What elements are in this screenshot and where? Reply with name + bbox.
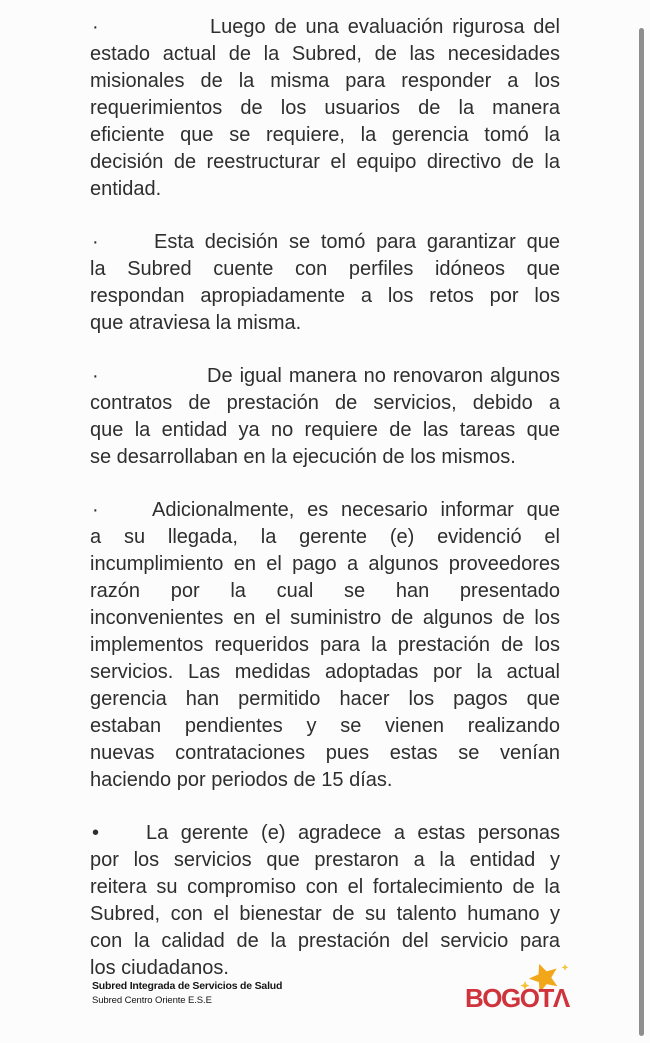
paragraph-line: respondan apropiadamente a los retos por los [90,285,560,307]
paragraph-line-text: Adicionalmente, es necesario informar que [152,499,560,521]
paragraph-line: que la entidad ya no requiere de las tareas que [90,419,560,441]
paragraph-first-line [90,820,560,847]
paragraph-line-text: La gerente (e) agradece a estas personas [146,822,560,844]
bullet-marker: · [92,499,99,521]
paragraph-line: requerimientos de los usuarios de la manera [90,97,560,119]
paragraph-line: misionales de la misma para responder a los [90,70,560,92]
paragraph-line: la Subred cuente con perfiles idóneos que [90,258,560,280]
paragraph-line: inconvenientes en el suministro de algunos de los [90,607,560,629]
paragraph-line: a su llegada, la gerente (e) evidenció el [90,526,560,548]
bullet-marker: · [92,365,99,387]
bogota-logo-text [465,985,569,1011]
paragraph-line: haciendo por periodos de 15 días. [90,769,393,791]
paragraph-line: estado actual de la Subred, de las necesidades [90,43,560,65]
paragraph-line: con la calidad de la prestación del servicio para [90,930,560,952]
document-body [90,14,560,982]
paragraph-line: decisión de reestructurar el equipo directivo de la [90,151,560,173]
paragraph-line: razón por la cual se han presentado [90,580,560,602]
paragraph-line: gerencia han permitido hacer los pagos que [90,688,560,710]
paragraph-line: Subred, con el bienestar de su talento humano y [90,903,560,925]
paragraph-line: implementos requeridos para la prestación de los [90,634,560,656]
paragraph-first-line [90,363,560,390]
paragraph-first-line [90,14,560,41]
bullet-marker: · [92,231,99,253]
footer-organization [92,980,282,1006]
paragraph-line-text: Esta decisión se tomó para garantizar que [154,231,560,253]
paragraph-line: entidad. [90,178,162,200]
logo-accent-letter: Λ [552,983,569,1013]
paragraph-first-line [90,229,560,256]
scrollbar-thumb[interactable] [639,28,644,1036]
bogota-logo [462,960,582,1020]
paragraph-line: los ciudadanos. [90,957,229,979]
bullet-paragraph [90,14,560,203]
bullet-marker: • [92,822,100,844]
bullet-paragraph [90,820,560,982]
paragraph-line: se desarrollaban en la ejecución de los mismos. [90,446,516,468]
paragraph-line-text: Luego de una evaluación rigurosa del [210,16,560,38]
paragraph-line-text: De igual manera no renovaron algunos [207,365,560,387]
paragraph-line: por los servicios que prestaron a la entidad y [90,849,560,871]
org-name: Subred Integrada de Servicios de Salud [92,980,283,992]
paragraph-line: contratos de prestación de servicios, debido a [90,392,560,414]
bullet-marker: · [92,16,99,38]
paragraph-line: servicios. Las medidas adoptadas por la actual [90,661,560,683]
logo-text-main: BOGOT [465,983,553,1013]
bullet-paragraph [90,229,560,337]
paragraph-line: incumplimiento en el pago a algunos proveedores [90,553,560,575]
org-subtitle: Subred Centro Oriente E.S.E [92,995,212,1006]
bullet-paragraph [90,497,560,794]
paragraph-line: estaban pendientes y se vienen realizando [90,715,560,737]
bullet-paragraph [90,363,560,471]
paragraph-line: nuevas contrataciones pues estas se venían [90,742,560,764]
paragraph-line: reitera su compromiso con el fortalecimiento de la [90,876,560,898]
paragraph-line: eficiente que se requiere, la gerencia tomó la [90,124,560,146]
paragraph-line: que atraviesa la misma. [90,312,302,334]
paragraph-first-line [90,497,560,524]
